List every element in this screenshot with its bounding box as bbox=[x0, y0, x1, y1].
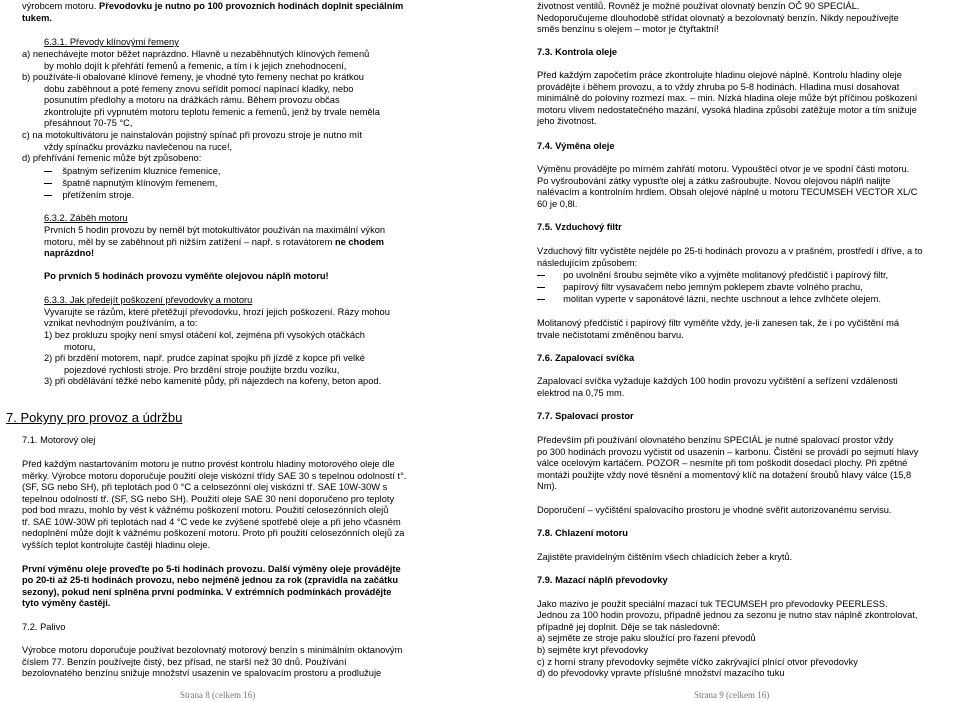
s71-bold-line: První výměnu oleje proveďte po 5-ti hodinách provozu. Další výměny oleje provádějte bbox=[22, 564, 401, 574]
s632-p2: motoru, měl by se zaběhnout při nižším zatížení – např. s rotavátorem ne chodem bbox=[44, 237, 385, 247]
s75-item: po uvolnění šroubu sejměte víko a vyjměte molitanový předčistič i papírový filtr, bbox=[537, 270, 888, 281]
s71-bold-line: tyto výměny častěji. bbox=[22, 598, 111, 608]
s632-bold: Po prvních 5 hodinách provozu vyměňte olejovou náplň motoru! bbox=[44, 271, 329, 281]
s76-line: elektrod na 0,75 mm. bbox=[537, 388, 625, 398]
s75-line2: trvale nečistotami změněnou barvu. bbox=[537, 330, 684, 340]
page-footer-right: Strana 9 (celkem 16) bbox=[694, 690, 770, 700]
s77-line: po 300 hodinách provozu vyčistit od usazenin – karbonu. Čistění se provádí po sejmutí hlavy bbox=[537, 447, 919, 457]
section-71-title: 7.1. Motorový olej bbox=[22, 435, 96, 445]
s79-line: a) sejměte ze stroje paku sloužící pro řazení převodů bbox=[537, 633, 756, 643]
s631-d-item: přetížením stroje. bbox=[44, 190, 134, 201]
s633-i2b: pojezdové rychlosti stroje. Pro brzdění stroje použijte brzdu vozíku, bbox=[64, 365, 340, 375]
s631-d: d) přehřívání řemenic může být způsobeno: bbox=[22, 153, 202, 163]
s79-line: d) do převodovky vpravte příslušné množství mazacího tuku bbox=[537, 668, 785, 678]
s74-line: Výměnu provádějte po mírném zahřátí motoru. Vypouštěcí otvor je ve spodní části motoru. bbox=[537, 164, 910, 174]
s76-line: Zapalovací svíčka vyžaduje každých 100 hodin provozu vyčištění a seřízení vzdálenosti bbox=[537, 376, 898, 386]
s71-bold-line: po 20-ti až 25-ti hodinách provozu, nebo nejméně jednou za rok (zpravidla na začátku bbox=[22, 575, 399, 585]
dash-bullet bbox=[537, 299, 545, 300]
s631-d-item: špatně napnutým klínovým řemenem, bbox=[44, 178, 217, 189]
s633-l1: Vyvarujte se rázům, které přetěžují převodovku, hrozí jejich poškození. Rázy mohou bbox=[44, 307, 390, 317]
s631-a2: by mohlo dojít k přehřátí řemenů a řemenic, a tím i k jejich znehodnocení, bbox=[44, 61, 347, 71]
s75-item: molitan vyperte v saponátové lázni, nechte uschnout a lehce zvlhčete olejem. bbox=[537, 294, 881, 305]
s71-line: pod bod mrazu, mohlo by vést k vážnému poškození motoru. Použití celosezónních olejů bbox=[22, 505, 389, 515]
dash-bullet bbox=[537, 275, 545, 276]
s631-b5: přesáhnout 70-75 °C, bbox=[44, 118, 133, 128]
s77-line: montáži použijte vždy nové těsnění a momentový klíč na dotažení šroubů hlavy válce (15,8 bbox=[537, 470, 912, 480]
s631-b2: dobu zaběhnout a poté řemeny znovu seřídit pomocí napínací kladky, nebo bbox=[44, 84, 354, 94]
s78-line: Zajistěte pravidelným čištěním všech chladících žeber a krytů. bbox=[537, 552, 793, 562]
s74-line: Po vyšroubování zátky vypusťte olej a zátku zašroubujte. Novou olejovou náplň nalijte bbox=[537, 176, 891, 186]
top-line: Nedoporučujeme dlouhodobě střídat olovnatý a bezolovnatý benzín. Nikdy nepoužívejte bbox=[537, 13, 899, 23]
dash-bullet bbox=[44, 171, 52, 172]
s73-line: jeho životnost. bbox=[537, 116, 597, 126]
top-line: životnost ventilů. Rovněž je možné používat olovnatý benzín OČ 90 SPECIÁL. bbox=[537, 1, 860, 11]
s73-line: provádějte i během provozu, a to vždy zhruba po 5-8 hodinách. Hladina musí dosahovat bbox=[537, 82, 900, 92]
section-77-title: 7.7. Spalovací prostor bbox=[537, 411, 634, 421]
s72-line: číslem 77. Benzín používejte čistý, bez přísad, ne starší než 30 dnů. Používání bbox=[22, 657, 347, 667]
s77-line: Nm). bbox=[537, 481, 558, 491]
s633-i1a: 1) bez prokluzu spojky není smysl otáčení kol, zejména při vysokých otáčkách bbox=[44, 330, 365, 340]
s75-line: Vzduchový filtr vyčistěte nejdéle po 25-ti hodinách provozu a v prašném, prostředí i dříve, a to bbox=[537, 246, 923, 256]
s74-line: 60 je 0,8l. bbox=[537, 199, 578, 209]
s75-item: papírový filtr vysavačem nebo jemným poklepem zbavte volného prachu, bbox=[537, 282, 863, 293]
chapter-7-title: 7. Pokyny pro provoz a údržbu bbox=[6, 410, 183, 425]
s633-i3: 3) při obdělávání těžké nebo kamenité půdy, při nájezdech na kořeny, beton apod. bbox=[44, 376, 382, 386]
s631-d-item: špatným seřízením kluznice řemenice, bbox=[44, 166, 220, 177]
section-78-title: 7.8. Chlazení motoru bbox=[537, 528, 628, 538]
s77-line2: Doporučení – vyčištění spalovacího prostoru je vhodné svěřit autorizovanému servisu. bbox=[537, 505, 892, 515]
s79-line: Jednou za 100 hodin provozu, případně jednou za sezonu je nutno stav náplně zkontrolovat, bbox=[537, 610, 918, 620]
s75-line: následujícím způsobem: bbox=[537, 258, 638, 268]
s632-p3: naprázdno! bbox=[44, 248, 95, 258]
s73-line: minimálně do poloviny rozmezí max. – min. Nízká hladina oleje může být příčinou poškození bbox=[537, 93, 918, 103]
s631-b4: zkontrolujte při vypnutém motoru teplotu řemenic a řemenů, jenž by trvale neměla bbox=[44, 107, 380, 117]
s72-line: Výrobce motoru doporučuje používat bezolovnatý motorový benzín s minimálním oktanovým bbox=[22, 645, 403, 655]
s71-line: tepelnou odolností tř. (SF, SG nebo SH). Použití oleje SAE 30 není doporučeno pro teploty bbox=[22, 494, 395, 504]
s77-line: válce ocelovým kartáčem. POZOR – nesmíte při tom poškodit dosedací plochy. Při zpětné bbox=[537, 458, 908, 468]
s71-line: nedoplnění může dojít k vážnému poškození motoru. Proto při použití celosezónních olejů za bbox=[22, 528, 405, 538]
s71-line: vyšších teplot kontrolujte častěji hladinu oleje. bbox=[22, 540, 211, 550]
section-76-title: 7.6. Zapalovací svíčka bbox=[537, 353, 635, 363]
section-72-title: 7.2. Palivo bbox=[22, 622, 66, 632]
s633-i2a: 2) při brzdění motorem, např. prudce zapínat spojku při jízdě z kopce při velké bbox=[44, 353, 365, 363]
s72-line: bezolovnatého benzínu snižuje množství usazenin ve spalovacím prostoru a prodlužuje bbox=[22, 668, 382, 678]
section-73-title: 7.3. Kontrola oleje bbox=[537, 47, 618, 57]
s633-i1b: motoru, bbox=[64, 342, 96, 352]
s77-line: Především při používání olovnatého benzínu SPECIÁL je nutné spalovací prostor vždy bbox=[537, 435, 894, 445]
s79-line: Jako mazivo je použit speciální mazací tuk TECUMSEH pro převodovky PEERLESS. bbox=[537, 599, 888, 609]
s75-line2: Molitanový předčistič i papírový filtr vyměňte vždy, je-li zanesen tak, že i po vyčištění má bbox=[537, 318, 900, 328]
s73-line: Před každým započetím práce zkontrolujte hladinu olejové náplně. Kontrolu hladiny oleje bbox=[537, 70, 902, 80]
section-75-title: 7.5. Vzduchový filtr bbox=[537, 222, 622, 232]
s74-line: nalévacím a kontrolním hrdlem. Obsah olejové náplně u motoru TECUMSEH VECTOR XL/C bbox=[537, 187, 918, 197]
s631-b1: b) používáte-li obalované klínové řemeny, je vhodné tyto řemeny nechat po krátkou bbox=[22, 72, 364, 82]
intro-line-2: tukem. bbox=[22, 13, 52, 23]
s71-line: měrky. Výrobce motoru doporučuje použití oleje viskózní třídy SAE 30 s tepelnou odolností t°. bbox=[22, 471, 407, 481]
s79-line: případně jej doplnit. Děje se tak následovně: bbox=[537, 622, 720, 632]
s71-line: Před každým nastartováním motoru je nutno provést kontrolu hladiny motorového oleje dle bbox=[22, 459, 395, 469]
s71-bold-line: sezony), pokud není splněna první podmínka. V extrémních podmínkách provádějte bbox=[22, 587, 392, 597]
top-line: směs benzínu s olejem – motor je čtyřtaktní! bbox=[537, 24, 719, 34]
page-footer-left: Strana 8 (celkem 16) bbox=[180, 690, 256, 700]
section-74-title: 7.4. Výměna oleje bbox=[537, 141, 615, 151]
section-633-title: 6.3.3. Jak předejít poškození převodovky a motoru bbox=[44, 295, 253, 305]
dash-bullet bbox=[44, 195, 52, 196]
s631-c2: vždy spínačku provázku navlečenou na ruce!, bbox=[44, 142, 233, 152]
section-631-title: 6.3.1. Převody klínovými řemeny bbox=[44, 37, 179, 47]
s631-c1: c) na motokultivátoru je nainstalován pojistný spínač při provozu stroje je nutno mít bbox=[22, 130, 363, 140]
s71-line: tř. SAE 10W-30W při teplotách nad 4 °C vede ke zvýšené spotřebě oleje a při jeho včasném bbox=[22, 517, 401, 527]
s631-b3: posunutím předlohy a motoru na drážkách rámu. Během provozu občas bbox=[44, 95, 340, 105]
s71-line: (SF, SG nebo SH), při teplotách pod 0 °C a celosezónní olej viskózní tř. SAE 10W-30W s bbox=[22, 482, 388, 492]
s632-p1: Prvních 5 hodin provozu by neměl být motokultivátor používán na maximální výkon bbox=[44, 225, 386, 235]
s79-line: b) sejměte kryt převodovky bbox=[537, 645, 649, 655]
section-79-title: 7.9. Mazací náplň převodovky bbox=[537, 575, 668, 585]
section-632-title: 6.3.2. Záběh motoru bbox=[44, 213, 128, 223]
dash-bullet bbox=[44, 183, 52, 184]
s633-l2: vznikat nevhodným používáním, a to: bbox=[44, 318, 198, 328]
s631-a1: a) nenechávejte motor běžet naprázdno. Hlavně u nezaběhnutých klínových řemenů bbox=[22, 49, 370, 59]
intro-line-1: výrobcem motoru. Převodovku je nutno po 100 provozních hodinách doplnit speciálním bbox=[22, 1, 404, 11]
s73-line: motoru vlivem nedostatečného mazání, vysoká hladina způsobí zatěžuje motor a tím snižuje bbox=[537, 105, 917, 115]
dash-bullet bbox=[537, 287, 545, 288]
s79-line: c) z horní strany převodovky sejměte víčko zakrývající plnící otvor převodovky bbox=[537, 657, 858, 667]
